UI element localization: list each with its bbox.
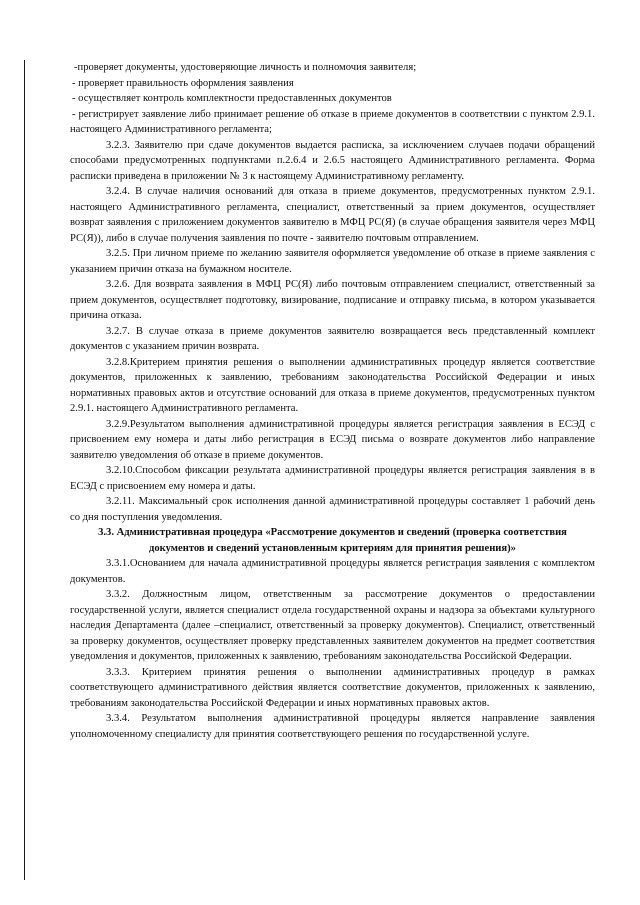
paragraph-3-3-3: 3.3.3. Критерием принятия решения о выполнении административных процедур в рамках соответствующего административного действия является соответствие документов, приложенных к заявлению, требованиям законодательства Российской Федерации и иных нормативных правовых актов. xyxy=(70,666,595,709)
paragraph-3-3-4: 3.3.4. Результатом выполнения административной процедуры является направление заявления уполномоченному специалисту для принятия соответствующего решения по государственной услуге. xyxy=(70,713,595,740)
paragraph-3-2-7: 3.2.7. В случае отказа в приеме документов заявителю возвращается весь представленный комплект документов с указанием причин возврата. xyxy=(70,325,595,352)
paragraph-3-2-3: 3.2.3. Заявителю при сдаче документов выдается расписка, за исключением случаев подачи обращений способами предусмотренных подпунктами п.2.6.4 и 2.6.5 настоящего Административного регламента. Форма расписки приведена в приложении № 3 к настоящему Административному регламенту. xyxy=(70,139,595,182)
paragraph-3-3-1: 3.3.1.Основанием для начала административной процедуры является регистрация заявления с комплектом документов. xyxy=(70,558,595,585)
paragraph-3-2-4: 3.2.4. В случае наличия оснований для отказа в приеме документов, предусмотренных пунктом 2.9.1. настоящего Административного регламента, специалист, ответственный за прием документов, осуществляет возврат заявления с приложением документов заявителю в МФЦ РС(Я) (в случае обращения заявителя через МФЦ РС(Я)), либо в случае получения заявления по почте - заявителю почтовым отправлением. xyxy=(70,186,595,244)
paragraph-3-2-5: 3.2.5. При личном приеме по желанию заявителя оформляется уведомление об отказе в приеме заявления с указанием причин отказа на бумажном носителе. xyxy=(70,248,595,275)
list-item: - проверяет правильность оформления заявления xyxy=(72,77,294,89)
list-item: -проверяет документы, удостоверяющие личность и полномочия заявителя; xyxy=(74,62,417,73)
paragraph-3-2-11: 3.2.11. Максимальный срок исполнения данной административной процедуры составляет 1 рабочий день со дня поступления уведомления. xyxy=(70,496,595,523)
section-heading: 3.3. Административная процедура «Рассмотрение документов и сведений (проверка соответствия документов и сведений установленным критериям для принятия решения)» xyxy=(98,527,567,554)
paragraph-3-3-2: 3.3.2. Должностным лицом, ответственным за рассмотрение документов о предоставлении государственной услуги, является специалист отдела государственной охраны и надзора за объектами культурного наследия Департамента (далее –специалист, ответственный за проверку документов). Специалист, ответственный за проверку документов, осуществляет проверку представленных заявителем документов на предмет соответствия уведомления и документов, приложенных к заявлению, требованиям законодательства Российской Федерации. xyxy=(70,589,595,662)
paragraph-3-2-10: 3.2.10.Способом фиксации результата административной процедуры является регистрация заявления в в ЕСЭД с присвоением ему номера и даты. xyxy=(70,465,595,492)
document-body xyxy=(70,60,595,742)
list-item: - регистрирует заявление либо принимает решение об отказе в приеме документов в соответствии с пунктом 2.9.1. настоящего Административного регламента; xyxy=(70,108,595,135)
paragraph-3-2-6: 3.2.6. Для возврата заявления в МФЦ РС(Я) либо почтовым отправлением специалист, ответственный за прием документов, осуществляет подготовку, визирование, подписание и отправку письма, в котором указывается причина отказа. xyxy=(70,279,595,321)
page-margin-rule xyxy=(24,60,25,880)
paragraph-3-2-8: 3.2.8.Критерием принятия решения о выполнении административных процедур является соответствие документов, приложенных к заявлению, требованиям законодательства Российской Федерации и иных нормативных правовых актов и отсутствие оснований для отказа в приеме документов, предусмотренных пунктом 2.9.1. настоящего Административного регламента. xyxy=(70,356,595,414)
paragraph-3-2-9: 3.2.9.Результатом выполнения административной процедуры является регистрация заявления в ЕСЭД с присвоением ему номера и даты либо регистрация в ЕСЭД письма о возврате документов либо направление заявителю уведомления об отказе в приеме документов. xyxy=(70,418,595,461)
list-item: - осуществляет контроль комплектности предоставленных документов xyxy=(72,93,392,104)
